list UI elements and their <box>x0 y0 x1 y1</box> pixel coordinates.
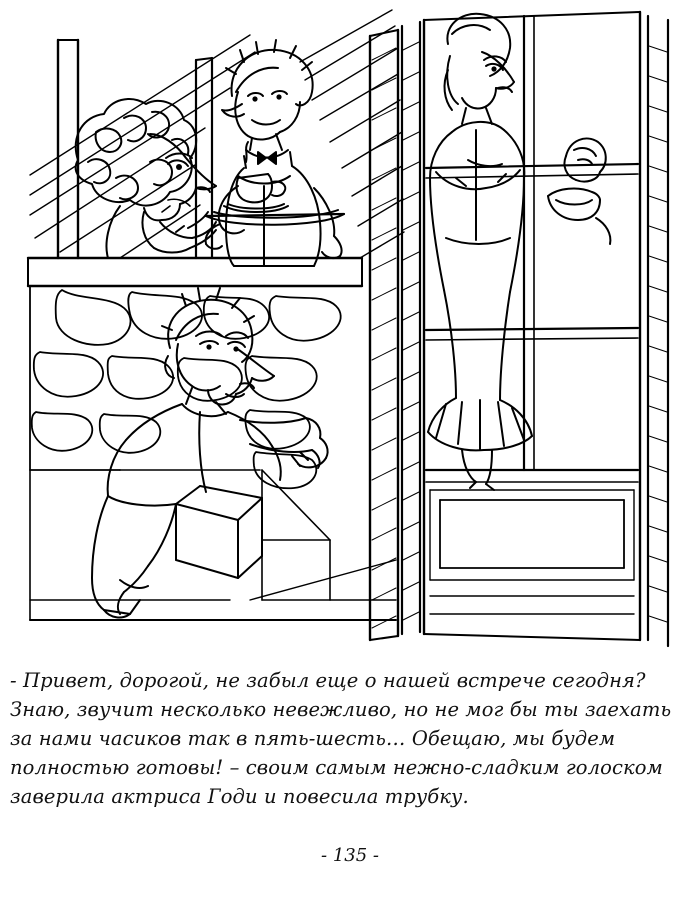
shelf-objects <box>548 138 610 244</box>
waiter-figure <box>206 40 344 266</box>
woman-in-doorway <box>428 14 532 490</box>
caption-text <box>10 666 694 811</box>
background-hatching <box>30 10 404 258</box>
glass-door <box>370 12 668 646</box>
page-number: - 135 - <box>321 845 379 866</box>
caption-paragraph: - Привет, дорогой, не забыл еще о нашей встрече сегодня? Знаю, звучит несколько невежливо, но не мог бы ты заехать за нами часиков так в пять-шесть… Обещаю, мы будем полностью готовы! – своим самым нежно-сладким голоском заверила актриса Годи и повесила трубку. <box>10 669 672 808</box>
